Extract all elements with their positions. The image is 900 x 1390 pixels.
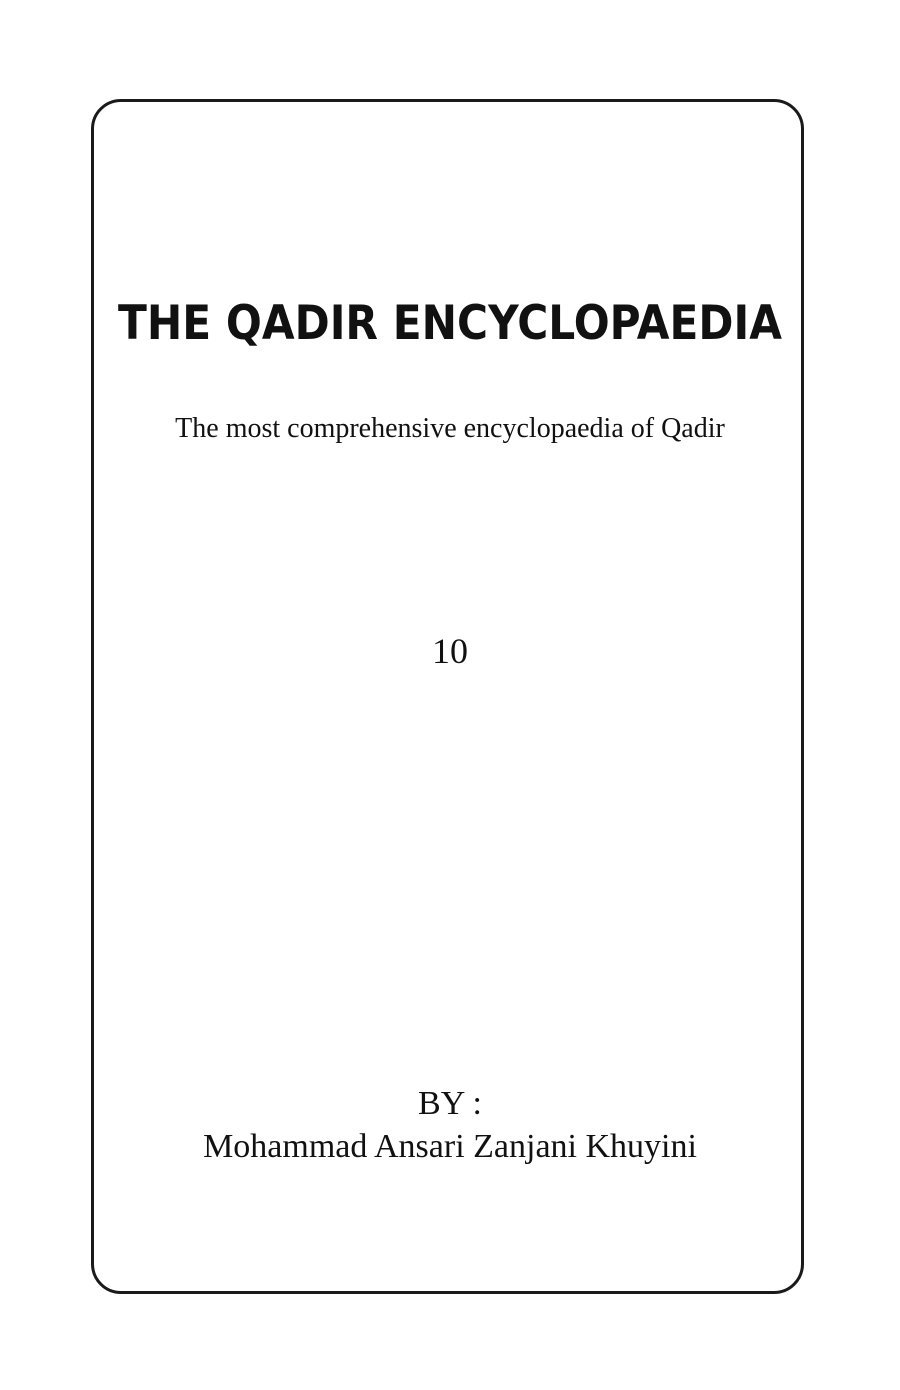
author-name: Mohammad Ansari Zanjani Khuyini bbox=[203, 1128, 697, 1165]
book-subtitle: The most comprehensive encyclopaedia of Qadir bbox=[175, 413, 725, 444]
by-label: BY : bbox=[418, 1085, 482, 1122]
volume-number: 10 bbox=[432, 631, 468, 671]
book-title: THE QADIR ENCYCLOPAEDIA bbox=[118, 296, 782, 351]
